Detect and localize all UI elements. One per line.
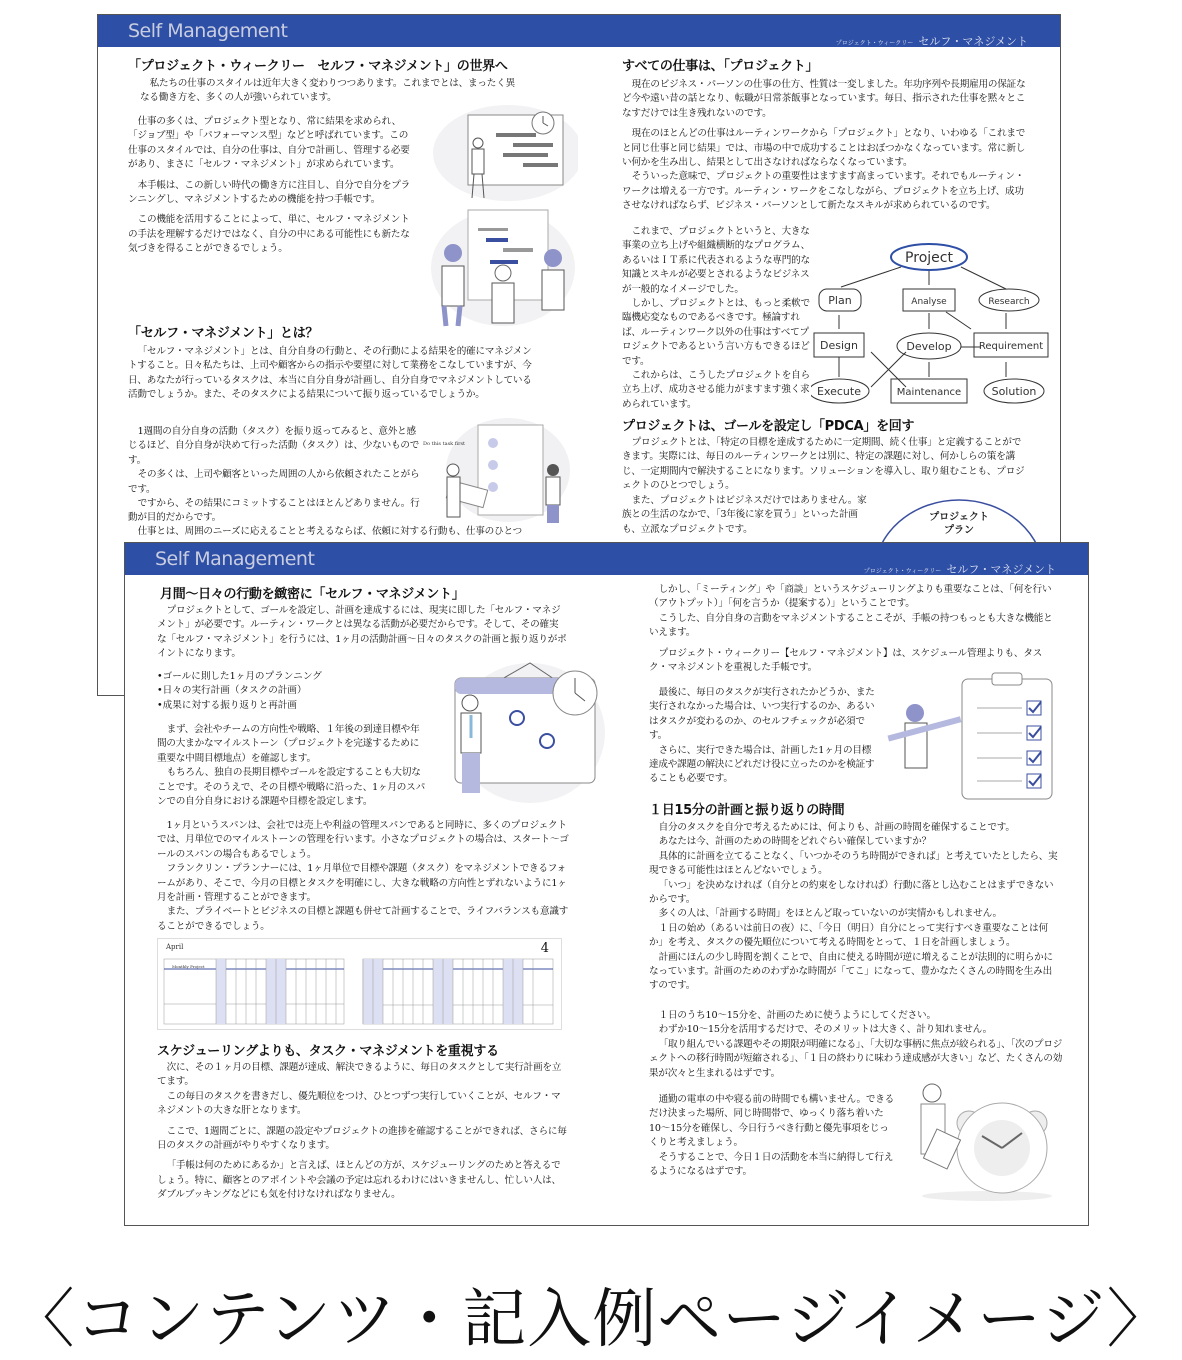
- bottom-left-page: [124, 542, 608, 1226]
- planner-grid-line: [216, 959, 226, 1024]
- paragraph: また、プライベートとビジネスの目標と課題も併せて計画することで、ライフバランスも意識することができるでしょう。: [157, 906, 569, 932]
- planner-grid-line: [373, 959, 383, 1024]
- header-brand: [836, 30, 1028, 49]
- paragraph: 「セルフ・マネジメント」とは、自分自身の行動と、その行動による結果を的確にマネジメントすること。日々私たちは、上司や顧客からの指示や要望に対して業務をこなしていますが、今日、あなたが行っているタスクは、本当に自分自身が計画し、自分自身でマネジメントしている活動でしょうか。また、そのタスクによる結果について振り返っているでしょうか。: [128, 346, 532, 401]
- header-brand-big: セルフ・マネジメント: [946, 563, 1056, 576]
- paragraph: 1週間の自分自身の活動（タスク）を振り返ってみると、意外と感じるほど、自分自身が決めて行った活動（タスク）は、少ないものです。: [128, 426, 420, 466]
- paragraph: 最後に、毎日のタスクが実行されたかどうか、また実行されなかった場合は、いつ実行するのか、あるいはタスクが変わるのか、のセルフチェックが必須です。: [649, 687, 875, 742]
- paragraph: 計画にほんの少し時間を割くことで、自由に使える時間が逆に増えることが法則的に明らかになっています。計画のためのわずかな時間が「てこ」になって、豊かなたくさんの時間を生み出すのです。: [649, 951, 1053, 992]
- planner-month-name: April: [166, 943, 184, 951]
- paragraph: ですから、その結果にコミットすることはほとんどありません。行動が目的だからです。: [128, 498, 420, 524]
- paragraph: この毎日のタスクを書きだし、優先順位をつけ、ひとつずつ実行していくことが、セルフ・マネジメントの大きな肝となります。: [157, 1090, 561, 1117]
- paragraph: プロジェクトとして、ゴールを設定し、計画を達成するには、現実に即した「セルフ・マネジメント」が必要です。ルーティン・ワークとは異なる活動が必要だからです。そして、その確実な「セルフ・マネジメント」を行うには、1ヶ月の活動計画～日々のタスクの計画と振り返りがポイントになります。: [157, 605, 567, 660]
- paragraph: プロジェクト・ウィークリー【セルフ・マネジメント】は、スケジュール管理よりも、タスク・マネジメントを重視した手帳です。: [649, 647, 1043, 674]
- paragraph: 「取り組んでいる課題やその期限が明確になる」、「大切な事柄に焦点が絞られる」、「次のプロジェクトへの移行時間が短縮される」、「１日の終わりに味わう達成感が大きい」など、たくさんの効果が次々と生まれるはずです。: [649, 1038, 1063, 1079]
- paragraph: そうすることで、今日１日の活動を本当に納得して行えるようになるはずです。: [649, 1151, 894, 1178]
- paragraph: 仕事とは、周囲のニーズに応えることと考えるならば、依頼に対する行動も、仕事のひとつ: [137, 526, 523, 537]
- diagram-node-design: Design: [820, 339, 858, 352]
- paragraph: 通勤の電車の中や寝る前の時間でも構いません。できるだけ決まった場所、同じ時間帯で、ゆっくり落ち着いた10～15分を確保し、今日行うべき行動と優先事項をじっくりと考えましょう。: [649, 1094, 895, 1149]
- header-brand-small: プロジェクト・ウィークリー: [835, 40, 914, 47]
- page-header-bar: [579, 15, 1060, 47]
- project-flow-diagram: [811, 237, 1051, 407]
- paragraph: まず、会社やチームの方向性や戦略、１年後の到達目標や年間の大まかなマイルストーン（プロジェクトを完遂するために重要な中間目標地点）を確認します。: [157, 724, 420, 764]
- bullet-item: •日々の実行計画（タスクの計画）: [157, 685, 307, 697]
- paragraph: もちろん、独自の長期目標やゴールを設定することも大切なことです。そのうえで、その目標や戦略に沿った、1ヶ月のスパンでの自分自身における課題や目標を設定します。: [157, 767, 425, 808]
- section-heading: スケジューリングよりも、タスク・マネジメントを重視する: [157, 1044, 499, 1059]
- section-heading: すべての仕事は、「プロジェクト」: [622, 59, 819, 74]
- header-brand: [864, 558, 1056, 577]
- diagram-node-research: Research: [988, 297, 1030, 307]
- paragraph: 自分のタスクを自分で考えるためには、何よりも、計画の時間を確保することです。: [658, 822, 1015, 833]
- bottom-right-page: [607, 542, 1089, 1226]
- planner-grid-line: [276, 959, 286, 1024]
- planner-grid-line: [363, 959, 373, 1024]
- paragraph: 次に、その１ヶ月の目標、課題が達成、解決できるように、毎日のタスクとして実行計画を立てます。: [157, 1062, 562, 1088]
- header-title: Self Management: [155, 548, 315, 570]
- task-checklist-illustration: [423, 415, 573, 525]
- paragraph: しかし、「ミーティング」や「商談」というスケジューリングよりも重要なことは、「何を行い（アウトプット）」「何を言うか（提案する）」ということです。: [649, 584, 1052, 610]
- paragraph: これからは、こうしたプロジェクトを自ら立ち上げ、成功させる能力がますます強く求められています。: [622, 370, 810, 410]
- cycle-label: プラン: [944, 525, 974, 536]
- illustration-note: Do this task first: [423, 441, 466, 447]
- team-chart-illustration: [428, 208, 578, 328]
- diagram-node-project: Project: [905, 250, 953, 266]
- gantt-presenter-illustration: [418, 103, 578, 203]
- paragraph: 現在のビジネス・パーソンの仕事の仕方、性質は一変しました。年功序列や長期雇用の保証など今や遠い昔の話となり、転職が日常茶飯事となっています。毎日、指示された仕事を黙々とこなすだけでは生き残れないのです。: [622, 79, 1026, 119]
- paragraph: 具体的に計画を立てることなく、「いつかそのうち時間ができれば」と考えていたとしたら、実現できる可能性はほとんどないでしょう。: [649, 850, 1058, 877]
- header-brand-big: セルフ・マネジメント: [918, 35, 1028, 48]
- bullet-item: •成果に対する振り返りと再計画: [157, 699, 297, 711]
- alarm-clock-illustration: [907, 1078, 1057, 1208]
- paragraph: プロジェクトとは、「特定の目標を達成するために一定期間、続く仕事」と定義することができます。実際には、毎日のルーティンワークとは別に、特定の課題に対し、何かしらの策を講じ、一定期間内で解決することになります。ソリューションを導入し、取り組むことも、プロジェクトのひとつでしょう。: [622, 437, 1025, 492]
- paragraph: 多くの人は、「計画する時間」をほとんど取っていないのが実情かもしれません。: [658, 908, 1002, 920]
- section-heading: 「セルフ・マネジメント」とは？: [128, 326, 319, 341]
- paragraph: １日のうち10～15分を、計画のために使うようにしてください。: [658, 1010, 936, 1021]
- caption: 〈コンテンツ・記入例ページイメージ〉: [10, 1283, 1172, 1357]
- diagram-node-develop: Develop: [906, 340, 952, 353]
- section-heading: 月間～日々の行動を緻密に「セルフ・マネジメント」: [160, 587, 465, 602]
- paragraph: 1ヶ月というスパンは、会社では売上や利益の管理スパンであると同時に、多くのプロジェクトでは、月単位でのマイルストーンの管理を行います。小さなプロジェクトの場合は、スタート～ゴールのスパンの場合もあるでしょう。: [157, 820, 569, 860]
- planner-grid-line: [433, 959, 443, 1024]
- header-brand-small: プロジェクト・ウィークリー: [863, 568, 942, 575]
- paragraph: この機能を活用することによって、単に、セルフ・マネジメントの手法を理解するだけではなく、自分の中にある可能性にも新たな気づきを得ることができるでしょう。: [128, 214, 410, 255]
- paragraph: これまで、プロジェクトというと、大きな事業の立ち上げや組織横断的なプログラム、あるいはＩＴ系に代表されるような専門的な知識とスキルが必要とされるようなビジネスが一般的なイメージでした。: [622, 226, 811, 295]
- paragraph: ここで、1週間ごとに、課題の設定やプロジェクトの進捗を確認することができれば、さらに毎日のタスクの計画がやりやすくなります。: [157, 1125, 567, 1152]
- paragraph: 「手帳は何のためにあるか」と言えば、ほとんどの方が、スケジューリングのためと答えるでしょう。特に、顧客とのアポイントや会議の予定は忘れるわけにはいきませんし、忙しい人は、ダブルブッキングなどにも気を付けなければなりません。: [157, 1160, 561, 1201]
- planner-month-number: 4: [540, 941, 549, 956]
- paragraph: また、プロジェクトはビジネスだけではありません。家族との生活のなかで、「3年後に家を買う」といった計画も、立派なプロジェクトです。: [622, 495, 867, 535]
- paragraph: こうした、自分自身の言動をマネジメントすることこそが、手帳の持つもっとも大きな機能といえます。: [649, 612, 1053, 639]
- diagram-node-requirement: Requirement: [978, 341, 1044, 352]
- calendar-illustration: [435, 653, 605, 803]
- section-heading: １日15分の計画と振り返りの時間: [649, 803, 845, 818]
- diagram-node-execute: Execute: [817, 385, 861, 398]
- header-title: Self Management: [128, 20, 288, 42]
- page-header-bar: [98, 15, 579, 47]
- top-right-page: [579, 14, 1061, 554]
- monthly-planner-sample: [157, 938, 562, 1030]
- section-heading: 「プロジェクト・ウィークリー セルフ・マネジメント」の世界へ: [128, 59, 508, 74]
- paragraph: 現在のほとんどの仕事はルーティンワークから「プロジェクト」となり、いわゆる「これまでと同じ仕事と同じ結果」では、市場の中で成功することはおぼつかなくなっています。常に新しい何かを生み出し、結果として出さなければならなくなっています。: [622, 128, 1026, 169]
- diagram-node-analyse: Analyse: [911, 297, 947, 307]
- clipboard-checklist-illustration: [877, 671, 1067, 801]
- planner-grid-line: [443, 959, 453, 1024]
- planner-grid-line: [503, 959, 513, 1024]
- diagram-node-plan: Plan: [828, 294, 852, 307]
- paragraph: さらに、実行できた場合は、計画した1ヶ月の目標達成や課題の解決にどれだけ役に立ったのかを検証することも必要です。: [649, 744, 875, 785]
- diagram-node-solution: Solution: [991, 385, 1037, 398]
- paragraph: 仕事の多くは、プロジェクト型となり、常に結果を求められ、「ジョブ型」や「パフォーマンス型」などと呼ばれています。この仕事のスタイルでは、自分の仕事は、自分で計画し、管理する必要があり、まさに「セルフ・マネジメント」が求められています。: [128, 116, 410, 171]
- planner-row-label: Monthly Project: [172, 964, 205, 969]
- planner-grid-line: [266, 959, 276, 1024]
- paragraph: 「いつ」を決めなければ（自分との約束をしなければ）行動に落とし込むことはまずできないからです。: [649, 879, 1054, 906]
- page-header-bar: [607, 543, 1088, 575]
- paragraph: あなたは今、計画のための時間をどれぐらい確保していますか？: [658, 836, 932, 848]
- paragraph: そういった意味で、プロジェクトの重要性はますます高まっています。それでもルーティン・ワークは増える一方です。ルーティン・ワークをこなしながら、プロジェクトを立ち上げ、成功させなければならず、ビジネス・パーソンとして新たなスキルが求められているのです。: [622, 171, 1025, 212]
- paragraph: わずか10～15分を活用するだけで、そのメリットは大きく、計り知れません。: [658, 1024, 993, 1036]
- paragraph: その多くは、上司や顧客といった周囲の人から依頼されたことがらです。: [128, 469, 420, 495]
- planner-grid: [158, 939, 561, 1029]
- bullet-item: •ゴールに則した1ヶ月のプランニング: [157, 671, 322, 682]
- paragraph: 私たちの仕事のスタイルは近年大きく変わりつつあります。これまでとは、まったく異なる働き方を、多くの人が強いられています。: [140, 78, 515, 104]
- diagram-node-maintenance: Maintenance: [896, 387, 962, 398]
- paragraph: しかし、プロジェクトとは、もっと柔軟で臨機応変なものであるべきです。極論すれば、ルーティンワーク以外の仕事はすべてプロジェクトであるという言い方もできるほどです。: [622, 298, 810, 367]
- section-heading: プロジェクトは、ゴールを設定し「PDCA」を回す: [622, 419, 915, 434]
- paragraph: フランクリン・プランナーには、1ヶ月単位で目標や課題（タスク）をマネジメントできるフォームがあり、そこで、今月の目標とタスクを明確にし、大きな戦略の方向性とずれないように1ヶ月を計画・管理することができます。: [157, 863, 567, 904]
- paragraph: 本手帳は、この新しい時代の働き方に注目し、自分で自分をプランニングし、マネジメントするための機能を持つ手帳です。: [128, 179, 411, 206]
- page-header-bar: [125, 543, 607, 575]
- planner-grid-line: [513, 959, 523, 1024]
- cycle-label: プロジェクト: [929, 512, 989, 523]
- paragraph: １日の始め（あるいは前日の夜）に、「今日（明日）自分にとって実行すべき重要なことは何か」を考え、タスクの優先順位について考える時間をとって、１日を計画しましょう。: [649, 922, 1048, 949]
